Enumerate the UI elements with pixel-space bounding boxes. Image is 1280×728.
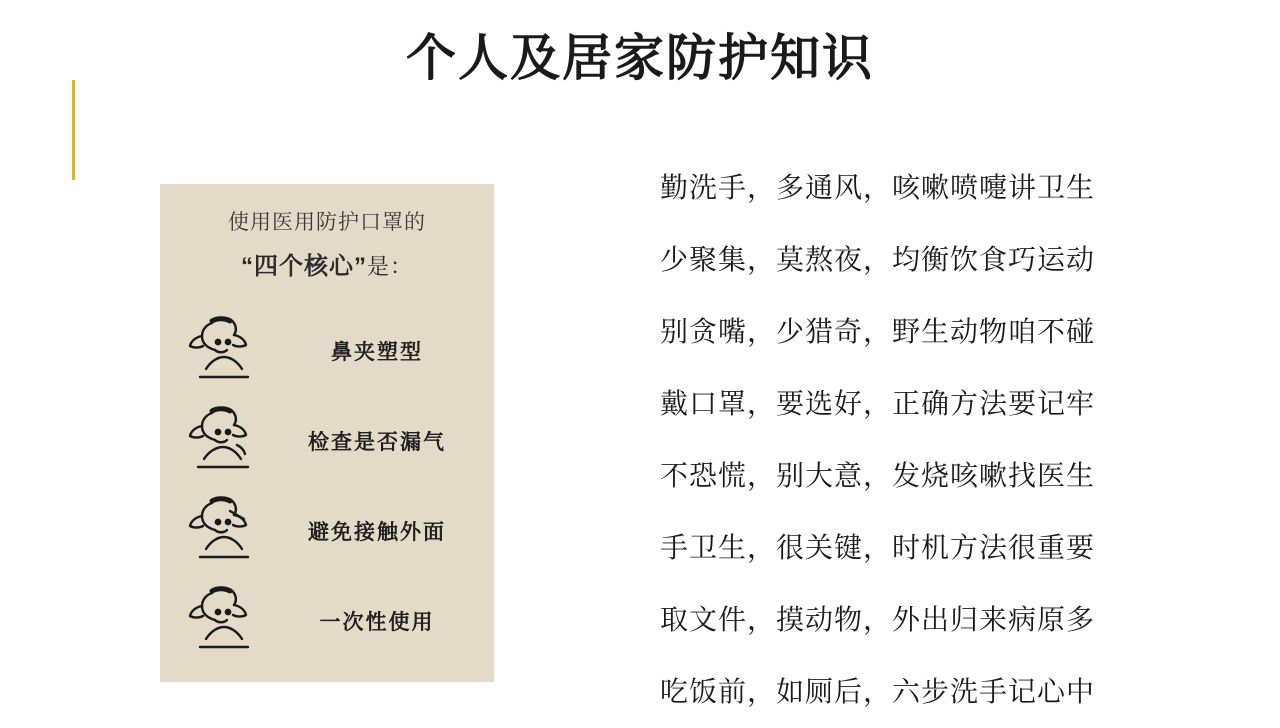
card-heading-quote: “四个核心”	[240, 253, 367, 280]
verse-line: 吃饭前，如厕后，六步洗手记心中	[660, 676, 1096, 707]
card-heading-line1: 使用医用防护口罩的	[228, 211, 426, 234]
verse-line: 勤洗手，多通风，咳嗽喷嚏讲卫生	[660, 172, 1096, 203]
verse-line: 别贪嘴，少猎奇，野生动物咱不碰	[660, 316, 1096, 347]
verse-line: 手卫生，很关键，时机方法很重要	[660, 532, 1096, 563]
list-item-label: 避免接触外面	[308, 521, 446, 544]
verse-list	[660, 152, 1240, 728]
verse-line: 取文件，摸动物，外出归来病原多	[660, 604, 1096, 635]
card-heading	[176, 206, 478, 281]
mask-core-card	[160, 184, 494, 682]
list-item	[176, 307, 478, 395]
card-heading-line2	[176, 246, 478, 281]
verse-line: 少聚集，莫熬夜，均衡饮食巧运动	[660, 244, 1096, 275]
list-item	[176, 577, 478, 665]
card-heading-suffix: 是：	[366, 254, 413, 279]
list-item-label: 鼻夹塑型	[331, 341, 423, 364]
person-mask-avoid-touch-icon	[176, 491, 284, 571]
person-mask-single-use-icon	[176, 581, 284, 661]
verse-line: 戴口罩，要选好，正确方法要记牢	[660, 388, 1096, 419]
page-title: 个人及居家防护知识	[406, 30, 874, 86]
list-item	[176, 487, 478, 575]
verse-line: 不恐慌，别大意，发烧咳嗽找医生	[660, 460, 1096, 491]
list-item-label: 检查是否漏气	[308, 431, 446, 454]
list-item-label: 一次性使用	[319, 611, 435, 634]
list-item	[176, 397, 478, 485]
card-item-list	[176, 307, 478, 665]
accent-bar	[72, 80, 75, 180]
person-mask-check-leak-icon	[176, 401, 284, 481]
person-mask-nose-clip-icon	[176, 311, 284, 391]
